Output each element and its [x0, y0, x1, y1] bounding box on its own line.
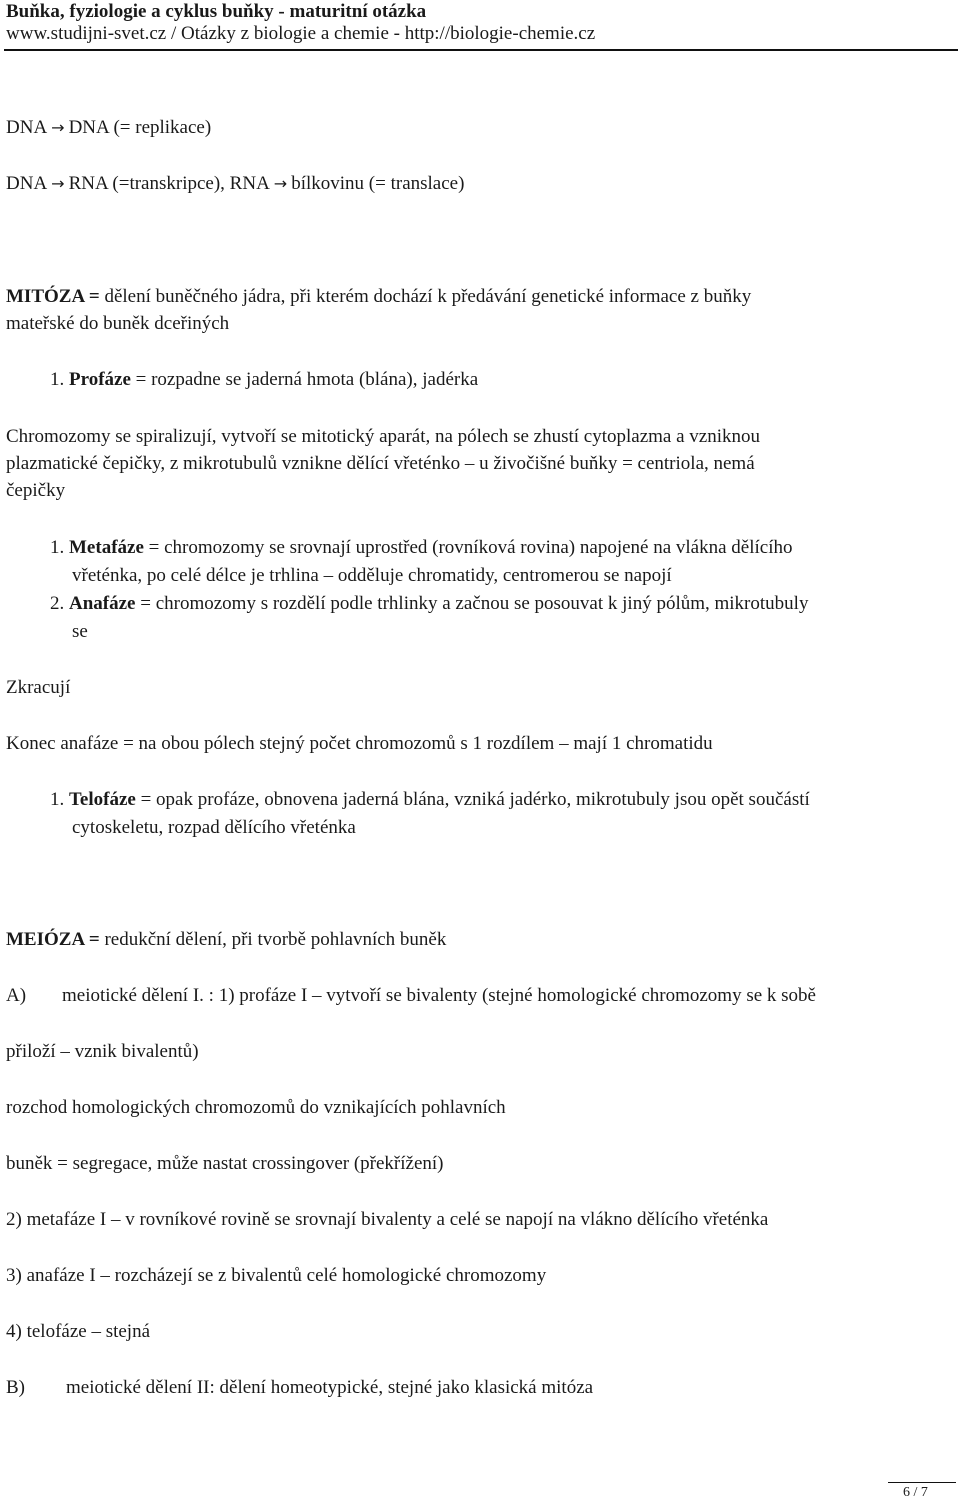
document-source: www.studijni-svet.cz / Otázky z biologie a chemie - http://biologie-chemie.cz: [6, 23, 596, 44]
transcription-line: [6, 171, 464, 197]
meiosis-a-line2: přiloží – vznik bivalentů): [6, 1041, 199, 1062]
replication-line: [6, 115, 211, 141]
text-span: = chromozomy s rozdělí podle trhlinky a začnou se posouvat k jiný pólům, mikrotubuly: [135, 593, 809, 614]
arrow-icon: →: [51, 174, 65, 193]
text-span: DNA (= replikace): [68, 117, 212, 138]
anaphase-item: [50, 591, 808, 617]
meiosis-a-line4: buněk = segregace, může nastat crossingover (překřížení): [6, 1153, 444, 1174]
zkracuji-line: Zkracují: [6, 677, 71, 698]
chromosomes-paragraph-3: čepičky: [6, 480, 66, 501]
text-span: bílkovinu (= translace): [291, 173, 465, 194]
meiosis-a-label: A): [6, 985, 27, 1006]
page-header: [6, 0, 958, 45]
meiosis-definition: [6, 927, 446, 953]
text-span: RNA (=transkripce), RNA: [68, 173, 270, 194]
text-span: = opak profáze, obnovena jaderná blána, vzniká jadérko, mikrotubuly jsou opět součástí: [135, 789, 810, 810]
text-span: DNA: [6, 117, 48, 138]
anaphase-end-line: Konec anafáze = na obou pólech stejný počet chromozomů s 1 rozdílem – mají 1 chromatidu: [6, 733, 713, 754]
mitosis-term: MITÓZA =: [6, 286, 105, 307]
text-span: dělení buněčného jádra, při kterém dochází k předávání genetické informace z buňky: [104, 286, 752, 307]
header-divider: [4, 49, 958, 51]
arrow-icon: →: [51, 118, 65, 137]
meiosis-a-line5: 2) metafáze I – v rovníkové rovině se srovnají bivalenty a celé se napojí na vlákno dělícího vřeténka: [6, 1209, 769, 1230]
text-span: 1.: [50, 369, 69, 390]
metaphase-item: [50, 535, 793, 561]
meiosis-a-line6: 3) anafáze I – rozcházejí se z bivalentů celé homologické chromozomy: [6, 1265, 547, 1286]
meiosis-a-text: meiotické dělení I. : 1) profáze I – vytvoří se bivalenty (stejné homologické chromozomy se k sobě: [62, 985, 816, 1006]
document-title: Buňka, fyziologie a cyklus buňky - maturitní otázka: [6, 1, 427, 22]
telophase-item-cont: cytoskeletu, rozpad dělícího vřeténka: [72, 817, 356, 838]
text-span: = chromozomy se srovnají uprostřed (rovníková rovina) napojené na vlákna dělícího: [143, 537, 793, 558]
meiosis-a-line3: rozchod homologických chromozomů do vznikajících pohlavních: [6, 1097, 506, 1118]
anaphase-item-cont: se: [72, 621, 88, 642]
chromosomes-paragraph-1: Chromozomy se spiralizují, vytvoří se mitotický aparát, na pólech se zhustí cytoplazma a vzniknou: [6, 426, 760, 447]
text-span: DNA: [6, 173, 48, 194]
page-number: 6 / 7: [903, 1485, 928, 1500]
arrow-icon: →: [273, 174, 288, 193]
meiosis-b-text: meiotické dělení II: dělení homeotypické, stejné jako klasická mitóza: [66, 1377, 594, 1398]
metaphase-item-cont: vřeténka, po celé délce je trhlina – odděluje chromatidy, centromerou se napojí: [72, 565, 672, 586]
meiosis-a-line7: 4) telofáze – stejná: [6, 1321, 151, 1342]
anaphase-term: Anafáze: [69, 593, 136, 614]
prophase-item: [50, 367, 478, 393]
meiosis-term: MEIÓZA =: [6, 929, 105, 950]
footer-divider: [888, 1482, 956, 1483]
text-span: 2.: [50, 593, 69, 614]
mitosis-definition-cont: mateřské do buněk dceřiných: [6, 313, 230, 334]
text-span: = rozpadne se jaderná hmota (blána), jadérka: [130, 369, 479, 390]
text-span: 1.: [50, 537, 69, 558]
telophase-term: Telofáze: [69, 789, 136, 810]
mitosis-definition: [6, 284, 751, 310]
text-span: 1.: [50, 789, 69, 810]
telophase-item: [50, 787, 810, 813]
text-span: redukční dělení, při tvorbě pohlavních buněk: [104, 929, 447, 950]
chromosomes-paragraph-2: plazmatické čepičky, z mikrotubulů vznikne dělící vřeténko – u živočišné buňky = centriola, nemá: [6, 453, 755, 474]
prophase-term: Profáze: [69, 369, 131, 390]
meiosis-b-label: B): [6, 1377, 25, 1398]
metaphase-term: Metafáze: [69, 537, 144, 558]
